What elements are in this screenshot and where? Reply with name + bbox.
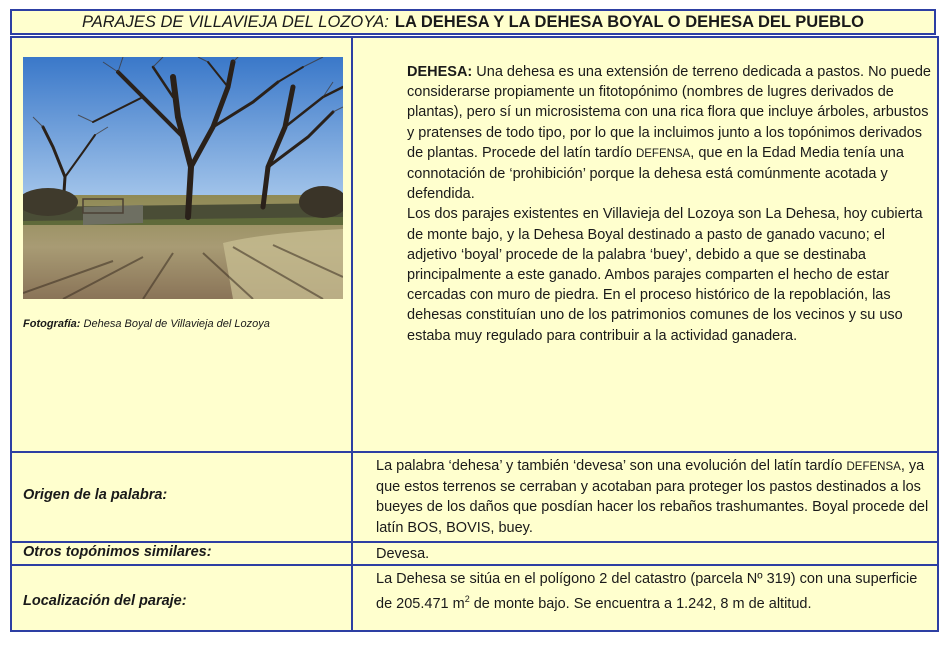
latin-word: DEFENSA <box>635 147 691 160</box>
row-divider-origin <box>12 451 937 453</box>
dehesa-photo <box>23 57 343 299</box>
title-prefix: PARAJES DE VILLAVIEJA DEL LOZOYA: <box>81 12 389 31</box>
origin-latin: DEFENSA <box>846 461 901 473</box>
similar-text: Devesa. <box>376 546 430 562</box>
caption-text: Dehesa Boyal de Villavieja del Lozoya <box>83 318 270 330</box>
similar-label: Otros topónimos similares: <box>23 544 212 560</box>
description-text <box>407 62 932 346</box>
title-bar <box>10 9 936 35</box>
origin-text <box>376 456 936 538</box>
description-term: DEHESA: <box>407 64 473 80</box>
landscape-image <box>23 57 343 299</box>
location-label: Localización del paraje: <box>23 593 187 609</box>
page-title: LA DEHESA Y LA DEHESA BOYAL O DEHESA DEL PUEBLO <box>394 12 865 31</box>
row-divider-location <box>12 564 937 566</box>
description-paragraph-1 <box>407 62 932 204</box>
origin-text-1: La palabra ‘dehesa’ y también ‘devesa’ son una evolución del latín tardío <box>376 458 843 474</box>
location-text-1: La Dehesa se sitúa en el polígono 2 del catastro (parcela Nº 319) con una superficie de 205.471 m <box>376 571 918 613</box>
origin-label: Origen de la palabra: <box>23 487 168 503</box>
caption-label: Fotografía: <box>23 318 81 330</box>
info-table <box>10 36 939 632</box>
row-divider-similar <box>12 541 937 543</box>
description-part-2: , que en la Edad Media tenía una connotación de ‘prohibición’ porque la dehesa está comúnmente acotada y defendida. <box>407 144 904 203</box>
description-part-1: Una dehesa es una extensión de terreno dedicada a pastos. No puede considerarse propiamente un fitotopónimo (nombres de lugres derivados de plantas), pero sí un microsistema con una rica flora que incluye árboles, arbustos y pratenses de todo tipo, por lo que la incluimos junto a los topónimos derivados de plantas. Procede del latín tardío <box>407 64 931 161</box>
origin-text-2: , ya que estos terrenos se cerraban y acotaban para proteger los pastos destinados a los bueyes de los daños que posdían hacer los rebaños trashumantes. Boyal procede del latín BOS, BOVIS, buey. <box>376 458 929 536</box>
photo-caption <box>23 318 270 330</box>
description-paragraph-2: Los dos parajes existentes en Villavieja del Lozoya son La Dehesa, hoy cubierta de monte bajo, y la Dehesa Boyal destinado a pasto de ganado vacuno; el adjetivo ‘boyal’ procede de la palabra ‘buey’, debido a que se destinaba principalmente a este ganado. Ambos parajes comparten el hecho de estar cercadas con muro de piedra. En el proceso histórico de la repoblación, las dehesas constituían uno de los patrimonios comunes de los vecinos y su uso estaba muy regulado para contribuir a la actividad ganadera. <box>407 206 923 344</box>
location-text-2: de monte bajo. Se encuentra a 1.242, 8 m de altitud. <box>469 596 812 613</box>
location-superscript: 2 <box>464 594 470 605</box>
location-text <box>376 569 936 614</box>
